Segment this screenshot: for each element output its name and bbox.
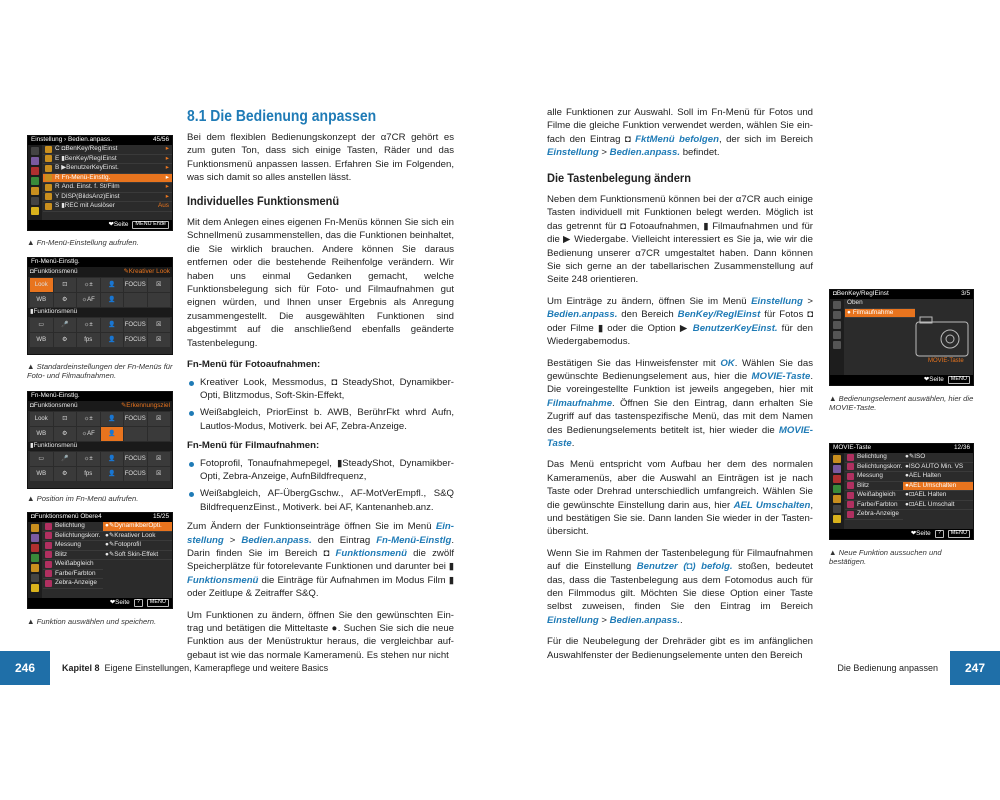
- fn-slot[interactable]: [148, 293, 171, 307]
- category-item[interactable]: Belichtungskorr.: [845, 463, 903, 473]
- menu-tabs: [28, 522, 42, 598]
- fn-slot[interactable]: 👤: [101, 318, 124, 332]
- fn-slot[interactable]: fps: [77, 467, 100, 481]
- fn-slot[interactable]: ☒: [148, 333, 171, 347]
- fn-slot[interactable]: WB: [30, 293, 53, 307]
- bullet-list: [187, 376, 454, 434]
- fn-grid-movie: [28, 317, 172, 348]
- paragraph: Für die Neubelegung der Drehräder gibt es im anfänglichen Auswahlfenster der Bedienungselemente unten den Bereich: [547, 636, 813, 661]
- list-heading: Fn-Menü für Filmaufnahmen:: [187, 440, 320, 452]
- option-item-selected[interactable]: ● ✎DynamikberOpti.: [103, 522, 172, 532]
- key-row-selected[interactable]: ● Filmaufnahme: [845, 309, 915, 319]
- fn-slot[interactable]: ⚙: [54, 333, 77, 347]
- fn-slot[interactable]: [124, 427, 147, 441]
- figure-caption: ▲ Standardeinstellungen der Fn-Menüs für Foto- und Filmaufnahmen.: [27, 362, 173, 381]
- category-item[interactable]: Belichtung: [43, 522, 103, 532]
- fn-grid-photo: [28, 277, 172, 308]
- list-item: Weißabgleich, PriorEinst b. AWB, BerührFkt whrd Aufn, Lautlos-Modus, Motiverk. bei AF, Zebra-Anzeige.: [187, 406, 454, 433]
- fn-slot[interactable]: 👤: [101, 293, 124, 307]
- fn-slot[interactable]: FOCUS: [124, 452, 147, 466]
- fn-slot[interactable]: [148, 427, 171, 441]
- option-item[interactable]: ● AEL Halten: [903, 472, 973, 482]
- figure-caption: ▲ Position im Fn-Menü aufrufen.: [27, 494, 139, 503]
- fn-slot[interactable]: FOCUS: [124, 318, 147, 332]
- category-item[interactable]: Weißabgleich: [43, 560, 103, 570]
- menu-tabs: [830, 299, 844, 375]
- screen-title: Einstellung › Bedien.anpass.: [31, 136, 113, 144]
- left-page-number: 246: [0, 651, 50, 685]
- fn-slot[interactable]: ☒: [148, 467, 171, 481]
- category-item[interactable]: Farbe/Farbton: [845, 501, 903, 511]
- fn-slot[interactable]: ☼AF: [77, 293, 100, 307]
- menu-row-selected[interactable]: R Fn-Menü-Einstlg. ▸: [43, 174, 172, 184]
- running-title: Die Bedienung anpassen: [837, 663, 938, 673]
- category-item[interactable]: Weißabgleich: [845, 491, 903, 501]
- category-item[interactable]: Belichtungskorr.: [43, 532, 103, 542]
- option-item[interactable]: ● ✎Fotoprofil: [103, 541, 172, 551]
- category-item[interactable]: Blitz: [43, 551, 103, 561]
- fn-slot[interactable]: ☒: [148, 278, 171, 292]
- bullet-list: [187, 457, 454, 515]
- camera-screen-movie-key: MOVIE-Taste 12/36 Belichtung Belichtungskorr. Messung Blitz Weißabgleich Farbe/Farbton Zebra-Anzeige ● ✎ISO ● ISO AUTO Min. VS ● AEL Halten ● AEL Umschalten ● ⊡AEL Halten ● ⊡AEL Umschalt ❤Seite ? MENU: [829, 443, 974, 540]
- option-item[interactable]: ● ✎Soft Skin-Effekt: [103, 551, 172, 561]
- camera-screen-key-setting: ◘BenKey/RegIEinst 3/5 Oben ● Filmaufnahme MOVIE-Taste ❤Seite MENU: [829, 289, 974, 386]
- fn-slot[interactable]: fps: [77, 333, 100, 347]
- left-text-column: [187, 131, 454, 670]
- figure-caption: ▲ Fn-Menü-Einstellung aufrufen.: [27, 238, 139, 247]
- paragraph: Das Menü entspricht vom Aufbau her dem des normalen Kameramenüs, aber die Auswahl an Einträgen ist je nach Taste oder Drehrad unterschiedlich umfangreich. Wählen Sie die gewünschte Einstellung darin aus, hier AEL Umschalten, und bestätigen Sie sie. Dann landen Sie wieder in der Tastenübersicht.: [547, 459, 813, 538]
- option-item-selected[interactable]: ● AEL Umschalten: [903, 482, 973, 492]
- right-text-column: [547, 106, 813, 670]
- fn-slot-selected[interactable]: 👤: [101, 427, 124, 441]
- fn-slot[interactable]: 🎤: [54, 318, 77, 332]
- fn-grid-movie: [28, 451, 172, 482]
- menu-row[interactable]: R And. Einst. f. St/Film ▸: [43, 183, 172, 193]
- fn-slot[interactable]: ⚙: [54, 467, 77, 481]
- category-item[interactable]: Zebra-Anzeige: [845, 510, 903, 520]
- fn-slot[interactable]: ☒: [148, 452, 171, 466]
- menu-end-button[interactable]: MENU Ende: [132, 221, 169, 229]
- fn-slot[interactable]: 👤: [101, 278, 124, 292]
- paragraph: Um Einträge zu ändern, öffnen Sie im Menü Einstellung > Bedien.anpass. den Bereich BenKey/RegIEinst für Fotos ◘ oder Filme ▮ oder die Option ▶ BenutzerKeyEinst. für den Wiedergabemodus.: [547, 295, 813, 348]
- paragraph: alle Funktionen zur Auswahl. Soll im Fn-Menü für Fotos und Filme die gleiche Funktion verwendet werden, wählen Sie einfach den Eintrag ◘ FktMenü befolgen, der sich im Bereich Einstellung > Bedien.anpass. befindet.: [547, 107, 814, 159]
- option-item[interactable]: ● ISO AUTO Min. VS: [903, 463, 973, 473]
- figure-caption: ▲ Neue Funktion aussuchen und bestätigen.: [829, 548, 942, 567]
- fn-slot[interactable]: 👤: [101, 412, 124, 426]
- menu-row[interactable]: C ◘BenKey/RegIEinst ▸: [43, 145, 172, 155]
- list-item: Weißabgleich, AF-ÜbergGschw., AF-MotVerEmpfl., S&Q BildfrequenzEinst., Motiverk. bei AF, Kantenanheb.anz.: [187, 487, 454, 514]
- subheading: Die Tastenbelegung ändern: [547, 170, 691, 185]
- right-page-number: 247: [950, 651, 1000, 685]
- fn-slot[interactable]: [124, 293, 147, 307]
- fn-slot[interactable]: FOCUS: [124, 467, 147, 481]
- fn-slot[interactable]: ⚙: [54, 427, 77, 441]
- section-title: 8.1 Die Bedienung anpassen: [187, 108, 377, 125]
- fn-slot[interactable]: ⊡: [54, 412, 77, 426]
- option-item[interactable]: ● ✎Kreativer Look: [103, 532, 172, 542]
- fn-slot[interactable]: ☼AF: [77, 427, 100, 441]
- page-footer: [0, 651, 1000, 685]
- category-item[interactable]: Belichtung: [845, 453, 903, 463]
- category-item[interactable]: Farbe/Farbton: [43, 570, 103, 580]
- category-item[interactable]: Blitz: [845, 482, 903, 492]
- camera-diagram-icon: [912, 312, 972, 362]
- fn-slot[interactable]: ☼±: [77, 452, 100, 466]
- paragraph: Neben dem Funktionsmenü können bei der α7CR auch einige Tasten individuell mit Funktionen belegt werden. Möglich ist das getrennt für ◘ Fotoaufnahmen, ▮ Filmaufnahmen und für die ▶ Wiedergabe. Vielleicht interessiert es Sie ja, wie wir die Bedienung unserer α7CR umgestaltet haben. Dann können Sie sich gerne an der tabellarischen Zusammenstellung auf Seite 248 orientieren.: [547, 194, 813, 286]
- fn-slot[interactable]: FOCUS: [124, 333, 147, 347]
- menu-row[interactable]: E ▮BenKey/RegIEinst ▸: [43, 155, 172, 165]
- category-item[interactable]: Zebra-Anzeige: [43, 579, 103, 589]
- fn-slot[interactable]: ⊡: [54, 278, 77, 292]
- option-item[interactable]: ● ✎ISO: [903, 453, 973, 463]
- page-hint: ❤Seite: [108, 220, 129, 228]
- fn-slot[interactable]: WB: [30, 333, 53, 347]
- fn-slot[interactable]: ▭: [30, 318, 53, 332]
- paragraph: Bestätigen Sie das Hinweisfenster mit OK. Wählen Sie das gewünschte Bedienungselement aus, hier die MOVIE-Taste. Die voreingestellte Funktion ist jeweils angegeben, hier mit Filmaufnahme. Öffnen Sie den Eintrag, dann erhalten Sie Zugriff auf das tastenspezifische Menü, das mit dem Namen des Bedienungselements betitelt ist, hier wieder die MOVIE-Taste.: [547, 357, 813, 449]
- figure-caption: ▲ Bedienungselement auswählen, hier die MOVIE-Taste.: [829, 394, 974, 413]
- fn-slot[interactable]: ▭: [30, 452, 53, 466]
- fn-slot[interactable]: ☒: [148, 412, 171, 426]
- menu-row[interactable]: Y DISP(BildsAnz)Einst ▸: [43, 193, 172, 203]
- fn-slot[interactable]: ☼±: [77, 412, 100, 426]
- fn-slot[interactable]: 👤: [101, 452, 124, 466]
- fn-slot[interactable]: FOCUS: [124, 278, 147, 292]
- paragraph: Um Funktionen zu ändern, öffnen Sie den gewünschten Eintrag und betätigen die Mitteltaste ●. Suchen Sie sich die neue Funktion aus der Menüstruktur heraus, die vergleichbar aufgebaut ist wie das normale Kameramenü. Es stehen nur nicht: [187, 609, 454, 661]
- screen-page: 45/56: [153, 136, 169, 144]
- menu-tabs: [28, 145, 42, 220]
- fn-slot[interactable]: Look: [30, 412, 53, 426]
- paragraph: Wenn Sie im Rahmen der Tastenbelegung für Filmaufnahmen auf die Einstellung Benutzer (◘) befolg. stoßen, bedeutet das, dass die Tastenbelegung aus dem Fotomodus auch für den Filmmodus gilt. Möchten Sie diese Option einer Taste selbst zuweisen, finden Sie den Eintrag im Bereich Einstellung > Bedien.anpass..: [547, 547, 813, 626]
- camera-screen-fn-position: Fn-Menü-Einstlg. ◘Funktionsmenü ✎Erkennungsziel Look ⊡ ☼± 👤 FOCUS ☒ WB ⚙ ☼AF 👤 ▮Funktionsmenü ▭ 🎤 ☼± 👤 FOCUS ☒ WB ⚙ fps 👤 FOCUS ☒: [27, 391, 173, 489]
- list-item: Fotoprofil, Tonaufnahmepegel, ▮SteadyShot, Dynamikber-Opti, Zebra-Anzeige, AufnBildfrequenz,: [187, 457, 454, 484]
- paragraph: Zum Ändern der Funktionseinträge öffnen Sie im Menü Einstellung > Bedien.anpass. den Eintrag Fn-Menü-Einstlg. Darin finden Sie im Bereich ◘ Funktionsmenü die zwölf Speicherplätze für fotorelevante Funktionen und darunter bei ▮ Funktionsmenü die Einträge für Aufnahmen im Modus Film ▮ oder Zeitlupe & Zeitraffer S&Q.: [187, 521, 454, 600]
- category-item[interactable]: Messung: [845, 472, 903, 482]
- fn-slot[interactable]: ☒: [148, 318, 171, 332]
- camera-screen-function-select: ◘Funktionsmenü Obere4 15/25 Belichtung Belichtungskorr. Messung Blitz Weißabgleich Farbe/Farbton Zebra-Anzeige ● ✎DynamikberOpti. ● ✎Kreativer Look ● ✎Fotoprofil ● ✎Soft Skin-Effekt ❤Seite ? MENU: [27, 512, 173, 609]
- fn-slot[interactable]: WB: [30, 427, 53, 441]
- fn-slot[interactable]: 👤: [101, 467, 124, 481]
- fn-grid-photo: [28, 411, 172, 442]
- fn-slot[interactable]: WB: [30, 467, 53, 481]
- option-item[interactable]: ● ⊡AEL Umschalt: [903, 501, 973, 511]
- fn-slot[interactable]: 👤: [101, 333, 124, 347]
- key-row[interactable]: Oben: [845, 299, 915, 309]
- fn-slot[interactable]: ☼±: [77, 278, 100, 292]
- fn-slot[interactable]: ⚙: [54, 293, 77, 307]
- fn-slot[interactable]: FOCUS: [124, 412, 147, 426]
- menu-tabs: [830, 453, 844, 529]
- list-heading: Fn-Menü für Fotoaufnahmen:: [187, 359, 321, 371]
- camera-screen-fn-menu: Fn-Menü-Einstlg. ◘Funktionsmenü ✎Kreativer Look Look ⊡ ☼± 👤 FOCUS ☒ WB ⚙ ☼AF 👤 ▮Funktionsmenü ▭ 🎤 ☼± 👤 FOCUS ☒ WB ⚙ fps 👤 FOCUS ☒: [27, 257, 173, 355]
- menu-row[interactable]: S ▮REC mit Auslöser Aus: [43, 202, 172, 212]
- menu-row[interactable]: B ▶BenutzerKeyEinst. ▸: [43, 164, 172, 174]
- camera-screen-settings: [27, 135, 173, 231]
- fn-slot[interactable]: Look: [30, 278, 53, 292]
- subheading: Individuelles Funktionsmenü: [187, 193, 340, 208]
- list-item: Kreativer Look, Messmodus, ◘ SteadyShot, Dynamikber-Opti, Blitzmodus, Soft-Skin-Effekt,: [187, 376, 454, 403]
- movie-key-label: MOVIE-Taste: [928, 358, 964, 364]
- figure-caption: ▲ Funktion auswählen und speichern.: [27, 617, 157, 626]
- category-item[interactable]: Messung: [43, 541, 103, 551]
- fn-slot[interactable]: ☼±: [77, 318, 100, 332]
- fn-slot[interactable]: 🎤: [54, 452, 77, 466]
- chapter-label: Kapitel 8 Eigene Einstellungen, Kamerapflege und weitere Basics: [62, 663, 329, 673]
- intro-paragraph: Bei dem flexiblen Bedienungskonzept der α7CR gehört es zum guten Ton, dass sich einige Tasten, Räder und das Funktionsmenü anpassen lassen. Erfahren Sie im Folgenden, was sich damit so alles anstellen lässt.: [187, 132, 454, 184]
- paragraph: Mit dem Anlegen eines eigenen Fn-Menüs können Sie sich ein Schnellmenü zusammenstellen, das die Funktionen beinhaltet, die Sie wirklich brauchen. Andere können Sie daraus entfernen oder die bestehende Reihenfolge verändern. Wir haben uns einmal Gedanken gemacht, welche Funktionsbelegung sich für Foto- und Filmaufnahmen gut eignen würden, und Ihnen unser Ergebnis als Anregung zusammengestellt. Die ausgewählten Funktionen sind abgestimmt auf die anschließend ebenfalls geänderte Tastenbelegung.: [187, 217, 454, 349]
- option-item[interactable]: ● ⊡AEL Halten: [903, 491, 973, 501]
